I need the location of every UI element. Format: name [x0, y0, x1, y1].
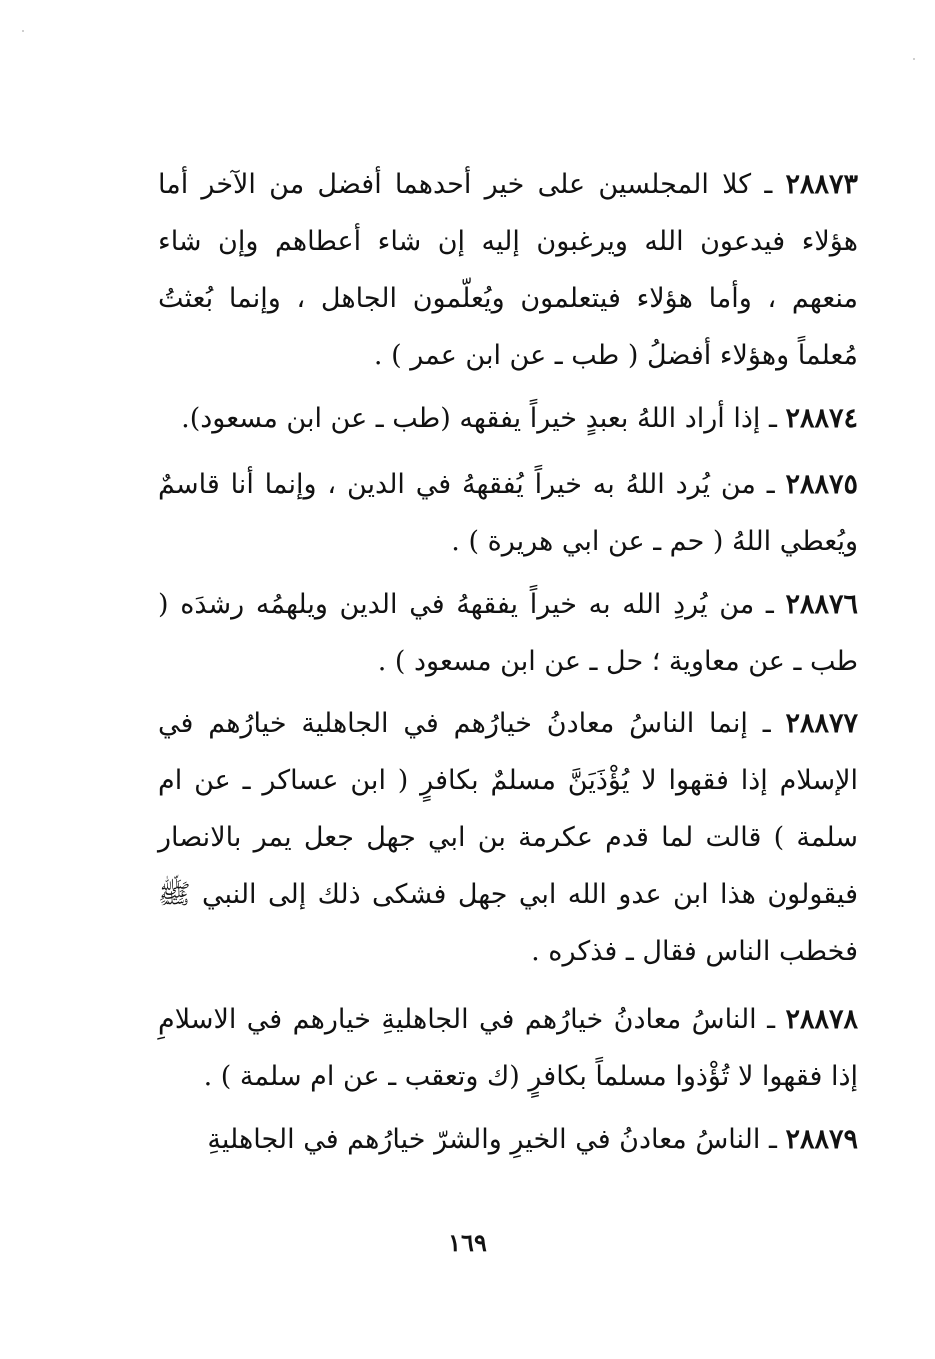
hadith-text-block [158, 390, 858, 447]
hadith-text-block [158, 991, 858, 1105]
hadith-text: إنما الناسُ معادنُ خيارُهم في الجاهلية خيارُهم في الإسلام إذا فقهوا لا يُؤْذَيَنَّ مسلمٌ بكافرٍ ( ابن عساكر ـ عن ام سلمة ) قالت لما قدم عكرمة بن ابي جهل جعل يمر بالانصار فيقولون هذا ابن عدو الله ابي جهل فشكى ذلك إلى النبي ﷺ فخطب الناس فقال ـ فذكره . [158, 708, 858, 967]
page-number: ١٦٩ [448, 1228, 487, 1257]
hadith-text: إذا أراد اللهُ بعبدٍ خيراً يفقهه (طب ـ عن ابن مسعود). [181, 403, 761, 434]
number-separator: ـ [751, 169, 786, 200]
number-separator: ـ [760, 403, 786, 434]
hadith-number: ٢٨٨٧٦ [785, 589, 859, 620]
hadith-entry-28877 [158, 695, 858, 980]
hadith-entry-28879 [158, 1111, 858, 1168]
hadith-number: ٢٨٨٧٩ [785, 1124, 858, 1155]
hadith-entry-28878 [158, 991, 858, 1105]
hadith-number: ٢٨٨٧٨ [785, 1004, 858, 1035]
hadith-number: ٢٨٨٧٥ [785, 469, 858, 500]
scan-speck [22, 30, 24, 32]
hadith-number: ٢٨٨٧٣ [785, 169, 859, 200]
hadith-text: الناسُ معادنُ خيارُهم في الجاهليةِ خيارهم في الاسلامِ إذا فقهوا لا تُؤْذوا مسلماً بكافرٍ (ك وتعقب ـ عن ام سلمة ) . [158, 1004, 858, 1092]
hadith-text-block [158, 576, 858, 690]
hadith-entry-28875 [158, 456, 858, 570]
hadith-text-block [158, 695, 858, 980]
number-separator: ـ [754, 589, 786, 620]
hadith-text-block [158, 1111, 858, 1168]
hadith-number: ٢٨٨٧٤ [785, 403, 858, 434]
hadith-text: من يُردِ الله به خيراً يفقههُ في الدين ويلهمُه رشدَه ( طب ـ عن معاوية ؛ حل ـ عن ابن مسعود ) . [158, 589, 858, 677]
hadith-entry-28874 [158, 390, 858, 447]
hadith-text: من يُرد اللهُ به خيراً يُفقههُ في الدين ، وإنما أنا قاسمٌ ويُعطي اللهُ ( حم ـ عن ابي هريرة ) . [158, 469, 858, 557]
hadith-entry-28876 [158, 576, 858, 690]
hadith-number: ٢٨٨٧٧ [785, 708, 859, 739]
hadith-text-block [158, 456, 858, 570]
number-separator: ـ [760, 1124, 786, 1155]
hadith-entry-28873 [158, 156, 858, 384]
number-separator: ـ [755, 469, 786, 500]
hadith-text-block [158, 156, 858, 384]
number-separator: ـ [747, 708, 786, 739]
hadith-text: الناسُ معادنُ في الخيرِ والشرّ خيارُهم في الجاهليةِ [207, 1124, 761, 1155]
hadith-text: كلا المجلسين على خير أحدهما أفضل من الآخر أما هؤلاء فيدعون الله ويرغبون إليه إن شاء أعطاهم وإن شاء منعهم ، وأما هؤلاء فيتعلمون ويُعلّمون الجاهل ، وإنما بُعثتُ مُعلماً وهؤلاء أفضلُ ( طب ـ عن ابن عمر ) . [158, 169, 858, 371]
number-separator: ـ [756, 1004, 786, 1035]
scan-speck [913, 58, 915, 60]
